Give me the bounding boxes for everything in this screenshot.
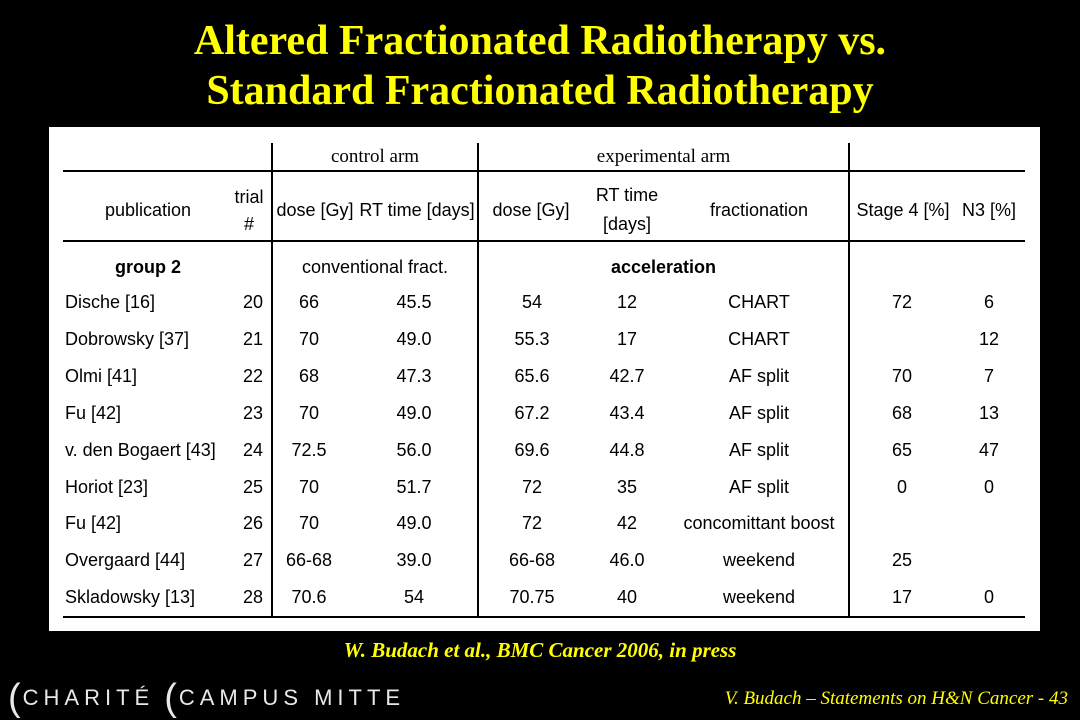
cell-exp-dose: 66-68 xyxy=(508,550,556,571)
cell-stage4: 17 xyxy=(891,587,913,608)
cell-trial: 21 xyxy=(242,328,263,349)
col-fractionation: fractionation xyxy=(709,200,809,220)
cell-stage4: 68 xyxy=(891,402,913,423)
col-n3: N3 [%] xyxy=(961,200,1017,220)
cell-publication: Skladowsky [13] xyxy=(65,587,196,608)
col-exp-dose: dose [Gy] xyxy=(492,200,570,220)
cell-ctrl-rt: 47.3 xyxy=(396,365,432,386)
cell-ctrl-dose: 70 xyxy=(298,402,320,423)
cell-trial: 27 xyxy=(242,550,263,571)
cell-trial: 20 xyxy=(242,292,263,312)
logo-word-campus: CAMPUS MITTE xyxy=(178,685,406,710)
col-ctrl-rt: RT time [days] xyxy=(359,200,475,220)
cell-exp-rt: 42.7 xyxy=(609,365,645,386)
col-ctrl-dose: dose [Gy] xyxy=(276,200,354,220)
col-exp-rt-line2: [days] xyxy=(602,214,652,234)
cell-stage4: 0 xyxy=(896,476,907,497)
slide-footer: V. Budach – Statements on H&N Cancer - 43 xyxy=(724,688,1068,709)
cell-publication: Fu [42] xyxy=(65,513,122,534)
citation: W. Budach et al., BMC Cancer 2006, in press xyxy=(343,638,737,662)
cell-publication: Olmi [41] xyxy=(65,365,138,386)
cell-exp-rt: 42 xyxy=(616,513,638,534)
col-exp-rt-line1: RT time xyxy=(595,185,659,205)
table-rule-top xyxy=(63,170,1025,172)
table-rule-bottom xyxy=(63,616,1025,618)
cell-stage4: 25 xyxy=(891,550,913,571)
control-arm-header: control arm xyxy=(330,146,420,167)
col-trial-line2: # xyxy=(243,214,254,234)
cell-publication: Dische [16] xyxy=(65,292,156,312)
cell-fractionation: AF split xyxy=(728,476,789,497)
cell-trial: 23 xyxy=(242,402,263,423)
cell-trial: 25 xyxy=(242,476,263,497)
cell-fractionation: AF split xyxy=(728,365,789,386)
col-trial-line1: trial xyxy=(234,187,264,207)
logo-bracket-icon: ( xyxy=(8,677,21,719)
cell-fractionation: concomittant boost xyxy=(683,513,835,534)
cell-trial: 28 xyxy=(242,587,263,608)
cell-exp-rt: 43.4 xyxy=(609,402,645,423)
cell-trial: 24 xyxy=(242,439,263,460)
cell-fractionation: AF split xyxy=(728,439,789,460)
cell-exp-dose: 67.2 xyxy=(514,402,550,423)
cell-n3: 47 xyxy=(978,439,1000,460)
cell-ctrl-dose: 66 xyxy=(298,292,320,312)
cell-ctrl-rt: 54 xyxy=(403,587,425,608)
table-rule-header xyxy=(63,240,1025,242)
col-publication: publication xyxy=(104,200,192,220)
cell-ctrl-dose: 70 xyxy=(298,476,320,497)
cell-exp-dose: 65.6 xyxy=(514,365,550,386)
logo-word-charite: CHARITÉ xyxy=(22,685,155,710)
charite-logo xyxy=(8,677,415,719)
cell-n3: 0 xyxy=(983,476,994,497)
cell-exp-dose: 55.3 xyxy=(514,328,550,349)
cell-trial: 22 xyxy=(242,365,263,386)
cell-exp-dose: 70.75 xyxy=(509,587,555,608)
cell-fractionation: weekend xyxy=(722,587,796,608)
cell-ctrl-dose: 72.5 xyxy=(291,439,327,460)
cell-ctrl-dose: 66-68 xyxy=(285,550,333,571)
cell-ctrl-rt: 45.5 xyxy=(396,292,432,312)
cell-n3: 12 xyxy=(978,328,1000,349)
cell-exp-dose: 69.6 xyxy=(514,439,550,460)
cell-ctrl-rt: 49.0 xyxy=(396,402,432,423)
cell-n3: 6 xyxy=(983,292,994,312)
cell-exp-rt: 12 xyxy=(616,292,638,312)
results-table xyxy=(49,127,1040,631)
cell-ctrl-rt: 56.0 xyxy=(396,439,432,460)
group-control-label: conventional fract. xyxy=(301,257,449,277)
cell-ctrl-rt: 39.0 xyxy=(396,550,432,571)
cell-exp-dose: 54 xyxy=(521,292,543,312)
experimental-arm-header: experimental arm xyxy=(596,146,731,167)
cell-publication: Overgaard [44] xyxy=(65,550,186,571)
logo-bracket-icon: ( xyxy=(164,677,177,719)
cell-exp-rt: 17 xyxy=(616,328,638,349)
cell-n3: 7 xyxy=(983,365,994,386)
col-stage4: Stage 4 [%] xyxy=(856,200,950,220)
slide-title-line1: Altered Fractionated Radiotherapy vs. xyxy=(193,18,887,64)
cell-fractionation: CHART xyxy=(728,292,790,312)
cell-ctrl-dose: 68 xyxy=(298,365,320,386)
cell-n3: 0 xyxy=(983,587,994,608)
group-experimental-label: acceleration xyxy=(610,257,717,277)
cell-fractionation: CHART xyxy=(728,328,790,349)
group-label: group 2 xyxy=(115,257,181,277)
cell-trial: 26 xyxy=(242,513,263,534)
cell-publication: Horiot [23] xyxy=(65,476,149,497)
cell-exp-rt: 44.8 xyxy=(609,439,645,460)
cell-exp-dose: 72 xyxy=(521,476,543,497)
cell-n3: 13 xyxy=(978,402,1000,423)
cell-ctrl-rt: 49.0 xyxy=(396,328,432,349)
slide-title-line2: Standard Fractionated Radiotherapy xyxy=(206,68,874,114)
cell-fractionation: AF split xyxy=(728,402,789,423)
cell-exp-dose: 72 xyxy=(521,513,543,534)
cell-exp-rt: 40 xyxy=(616,587,638,608)
cell-publication: Dobrowsky [37] xyxy=(65,328,190,349)
cell-stage4: 65 xyxy=(891,439,913,460)
cell-ctrl-dose: 70.6 xyxy=(291,587,327,608)
cell-ctrl-dose: 70 xyxy=(298,513,320,534)
cell-exp-rt: 46.0 xyxy=(609,550,645,571)
cell-ctrl-dose: 70 xyxy=(298,328,320,349)
cell-stage4: 72 xyxy=(891,292,913,312)
cell-exp-rt: 35 xyxy=(616,476,638,497)
cell-publication: v. den Bogaert [43] xyxy=(65,439,216,460)
cell-ctrl-rt: 51.7 xyxy=(396,476,432,497)
cell-publication: Fu [42] xyxy=(65,402,122,423)
cell-fractionation: weekend xyxy=(722,550,796,571)
cell-ctrl-rt: 49.0 xyxy=(396,513,432,534)
cell-stage4: 70 xyxy=(891,365,913,386)
